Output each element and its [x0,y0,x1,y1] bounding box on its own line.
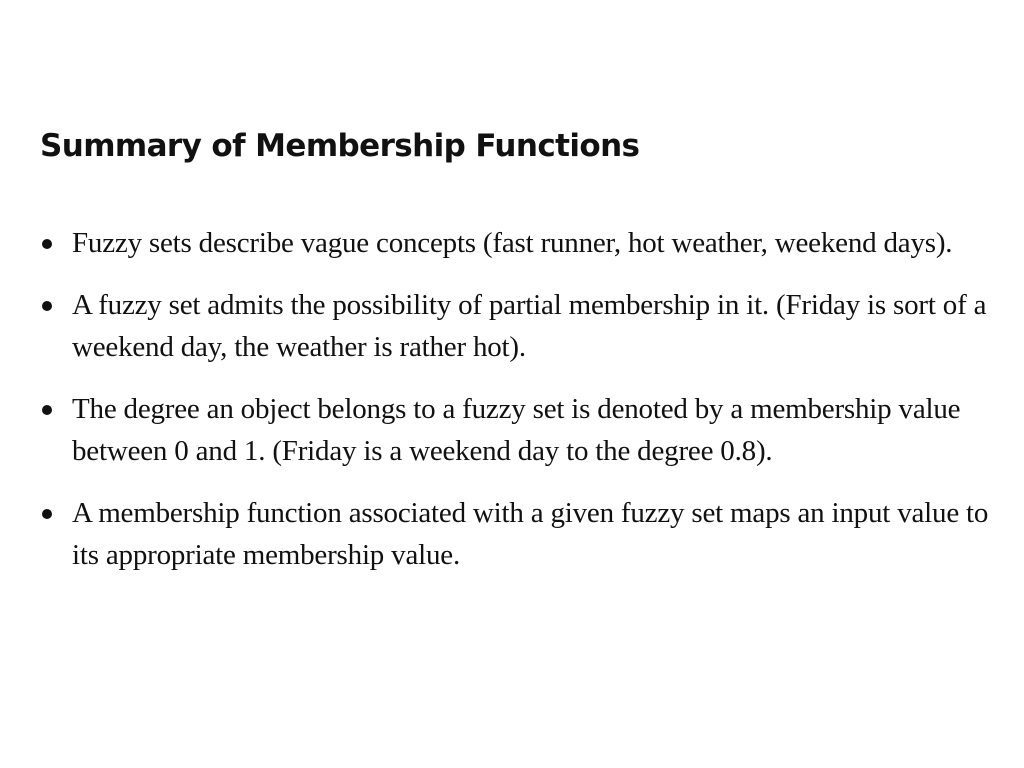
bullet-item [40,492,1000,576]
bullet-dot-icon [42,239,52,249]
bullet-dot-icon [42,405,52,415]
bullet-item [40,388,1000,472]
bullet-list [40,222,1000,596]
bullet-text: The degree an object belongs to a fuzzy set is denoted by a membership value between 0 and 1. (Friday is a weekend day to the degree 0.8). [72,393,961,467]
bullet-text: Fuzzy sets describe vague concepts (fast runner, hot weather, weekend days). [72,227,953,259]
bullet-text: A membership function associated with a given fuzzy set maps an input value to its appropriate membership value. [72,497,989,571]
bullet-dot-icon [42,509,52,519]
bullet-item [40,222,1000,264]
slide-title: Summary of Membership Functions [40,128,640,164]
bullet-item [40,284,1000,368]
bullet-text: A fuzzy set admits the possibility of partial membership in it. (Friday is sort of a weekend day, the weather is rather hot). [72,289,987,363]
bullet-dot-icon [42,301,52,311]
